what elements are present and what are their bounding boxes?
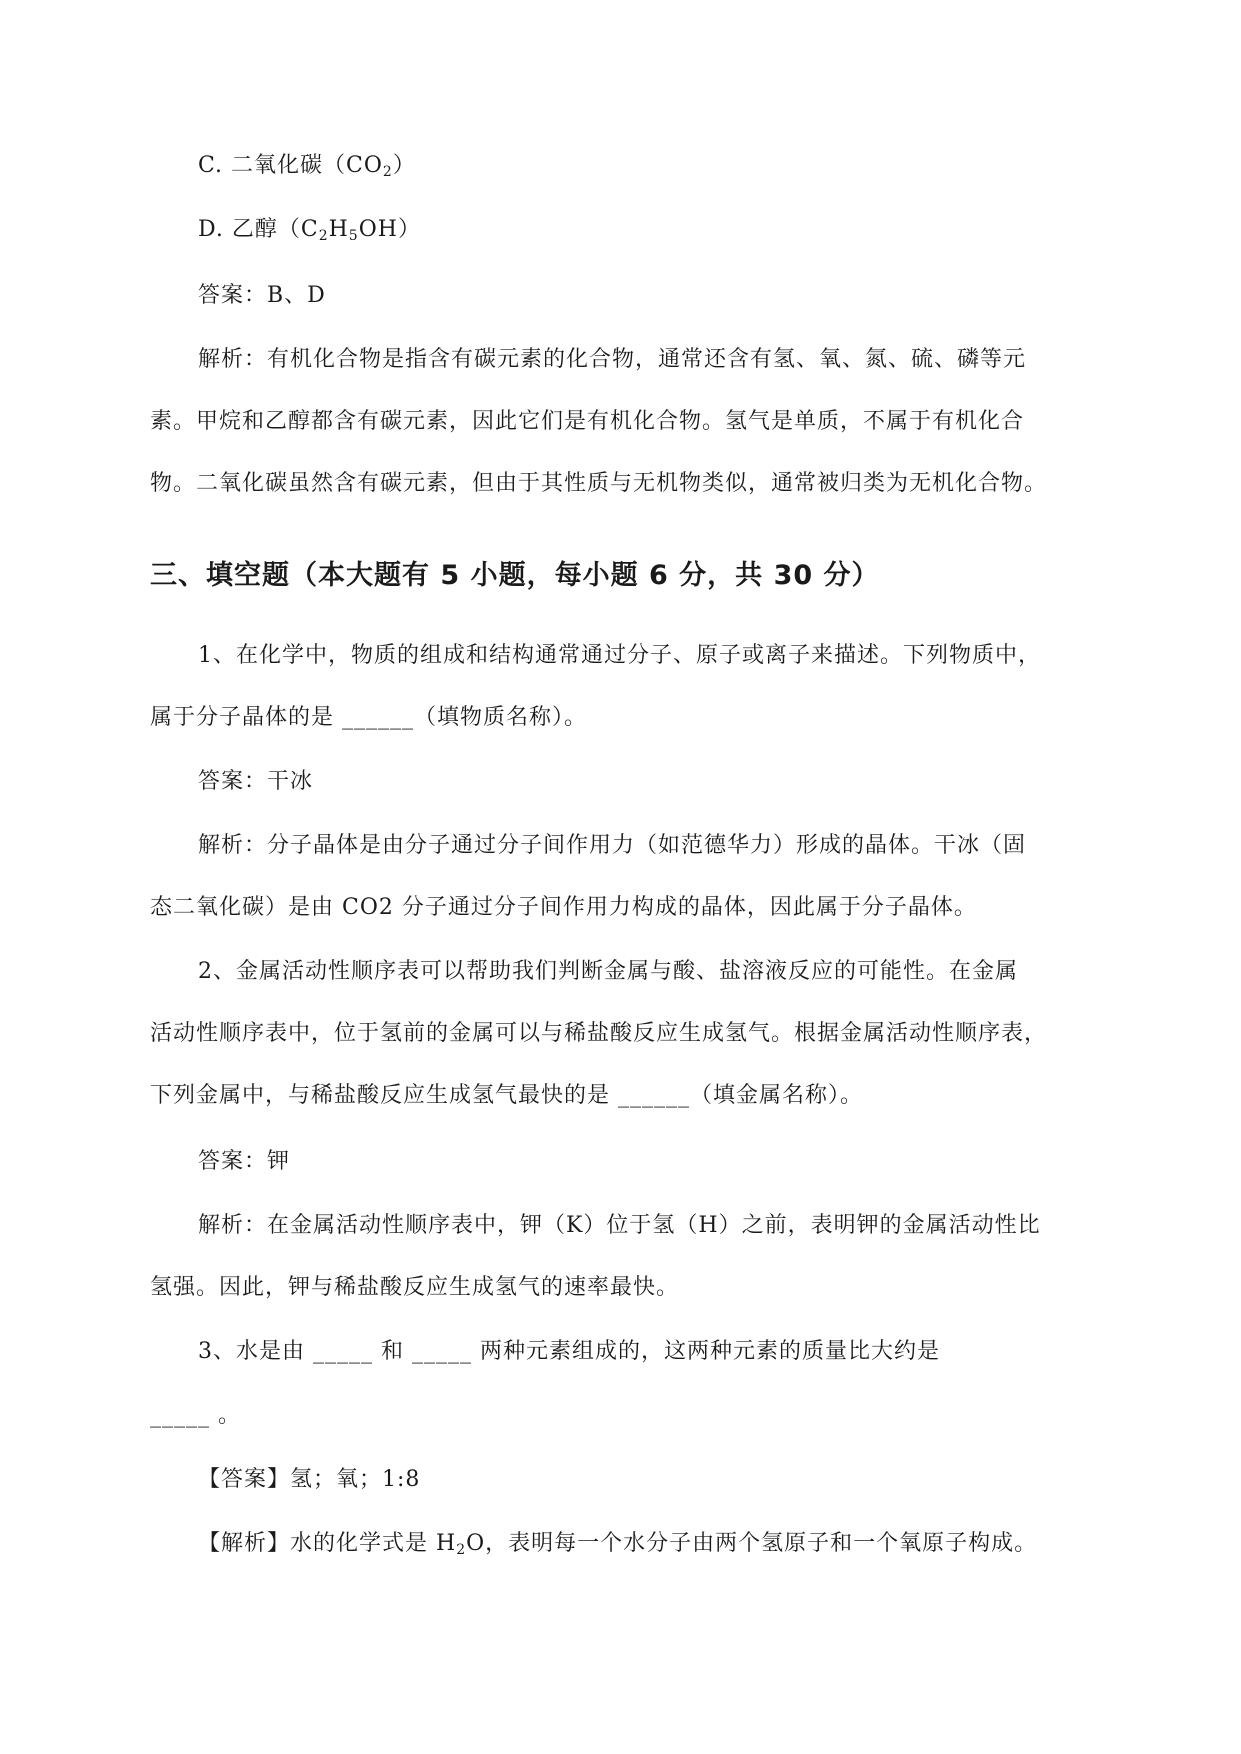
q1-analysis-line: 解析：分子晶体是由分子通过分子间作用力（如范德华力）形成的晶体。干冰（固 <box>198 833 1027 858</box>
section-title: 三、填空题（本大题有 5 小题，每小题 6 分，共 30 分） <box>150 560 880 591</box>
analysis-previous-line: 素。甲烷和乙醇都含有碳元素，因此它们是有机化合物。氢气是单质，不属于有机化合 <box>150 409 1025 434</box>
q3-analysis: 【解析】水的化学式是 $H_2O$，表明每一个水分子由两个氢原子和一个氧原子构成。 <box>198 1531 1038 1558</box>
q1-analysis-line: 态二氧化碳）是由 CO2 分子通过分子间作用力构成的晶体，因此属于分子晶体。 <box>150 895 977 920</box>
option-c: C. 二氧化碳$(CO_2)$ <box>198 153 416 180</box>
q2-answer: 答案：钾 <box>198 1149 291 1174</box>
q2-analysis-line: 解析：在金属活动性顺序表中，钾（K）位于氢（H）之前，表明钾的金属活动性比 <box>198 1213 1041 1238</box>
q1-stem-cont: 属于分子晶体的是 ______（填物质名称）。 <box>150 702 587 734</box>
q2-stem: 2、金属活动性顺序表可以帮助我们判断金属与酸、盐溶液反应的可能性。在金属 <box>198 959 1018 984</box>
q2-stem-cont: 活动性顺序表中，位于氢前的金属可以与稀盐酸反应生成氢气。根据金属活动性顺序表， <box>150 1021 1048 1046</box>
q3-stem-cont: _____ 。 <box>150 1403 241 1428</box>
q1-answer: 答案：干冰 <box>198 769 314 794</box>
q3-answer: 【答案】氢；氧；1:8 <box>198 1467 421 1492</box>
q2-analysis-line: 氢强。因此，钾与稀盐酸反应生成氢气的速率最快。 <box>150 1275 680 1300</box>
q2-stem-cont: 下列金属中，与稀盐酸反应生成氢气最快的是 ______（填金属名称）。 <box>150 1083 863 1108</box>
analysis-previous-line: 物。二氧化碳虽然含有碳元素，但由于其性质与无机物类似，通常被归类为无机化合物。 <box>150 471 1048 496</box>
option-d: D. 乙醇$(C_2H_5OH)$ <box>198 217 421 244</box>
q1-blank: ______ <box>342 705 414 730</box>
analysis-previous-line: 解析：有机化合物是指含有碳元素的化合物，通常还含有氢、氧、氮、硫、磷等元 <box>198 347 1027 372</box>
answer-previous: 答案：B、D <box>198 283 326 308</box>
q3-stem: 3、水是由 _____ 和 _____ 两种元素组成的，这两种元素的质量比大约是 <box>198 1339 940 1364</box>
q1-stem: 1、在化学中，物质的组成和结构通常通过分子、原子或离子来描述。下列物质中， <box>198 643 1041 668</box>
